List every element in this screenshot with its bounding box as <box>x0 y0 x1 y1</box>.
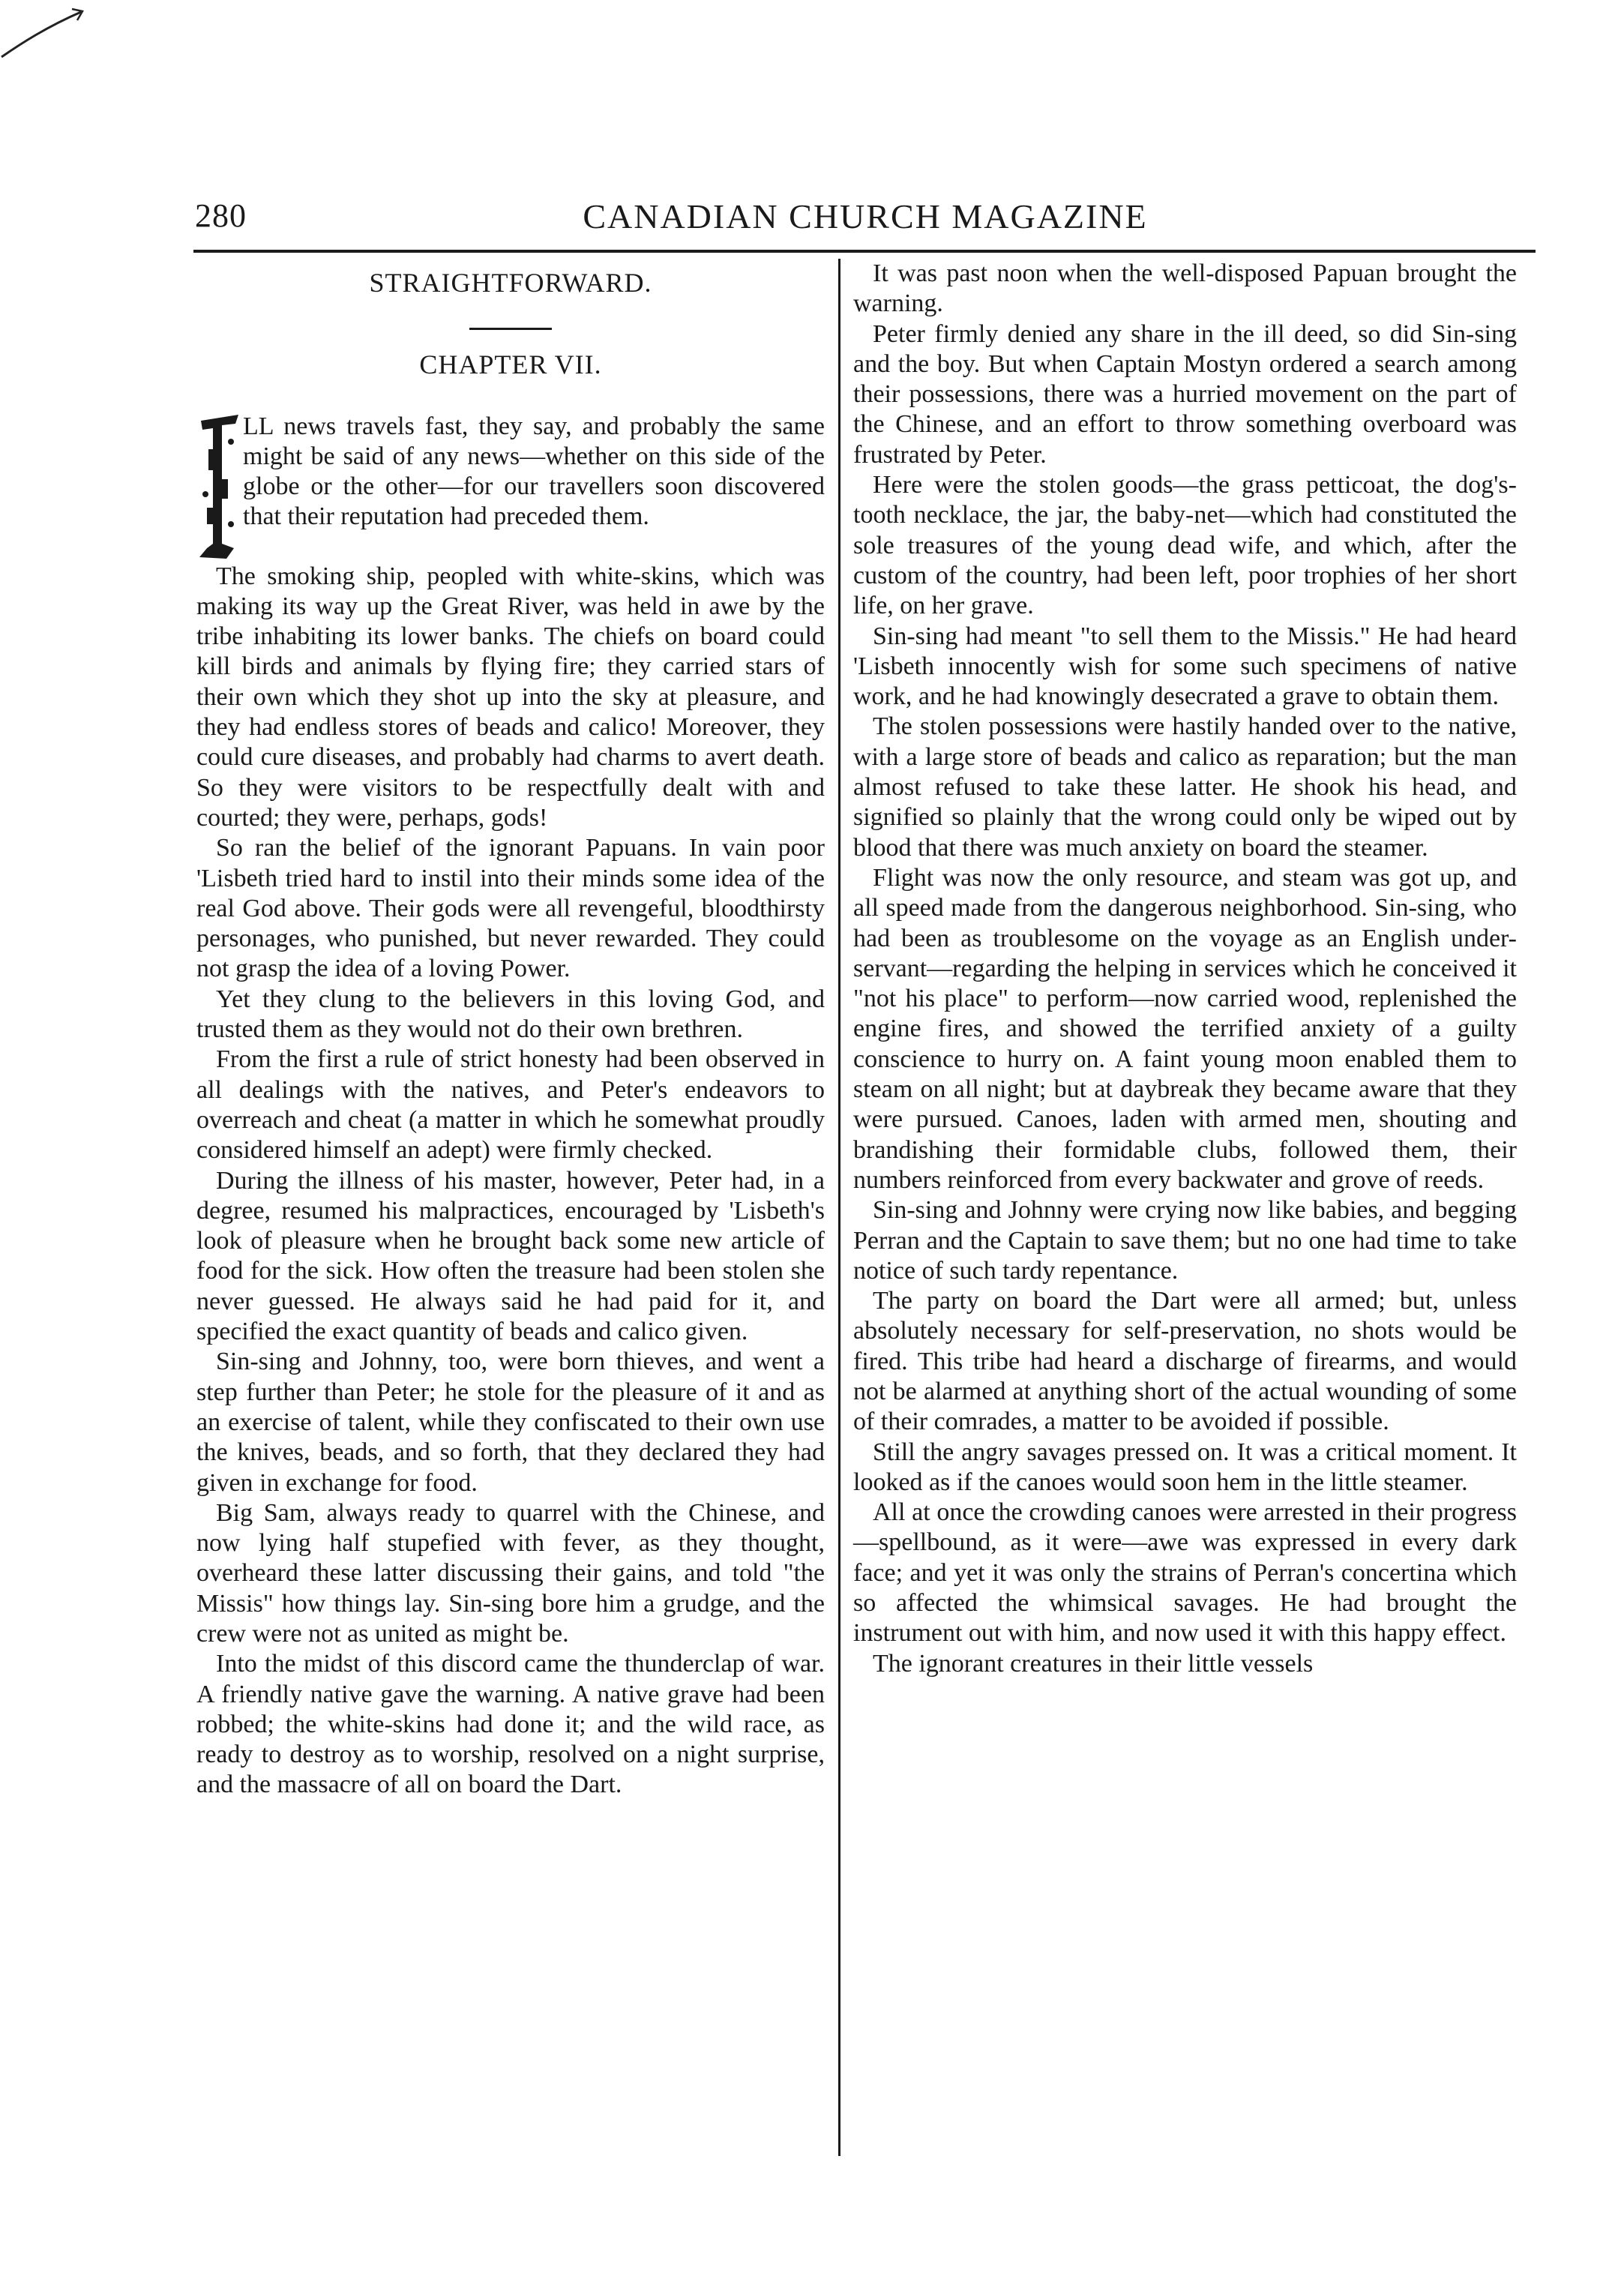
chapter-heading: CHAPTER VII. <box>419 349 602 380</box>
header-rule <box>193 250 1536 253</box>
paragraph: It was past noon when the well-disposed Papuan brought the warning. <box>853 259 1517 318</box>
paragraph: Flight was now the only resource, and steam was got up, and all speed made from the dangerous neighborhood. Sin-sing, who had been as troublesome on the voyage as an English under-servant—regarding the helping in services which he conceived it "not his place" to perform—now carried wood, replenished the engine fires, and showed the terrified anxiety of a guilty conscience to hurry on. A faint young moon enabled them to steam on all night; but at daybreak they became aware that they were pursued. Canoes, laden with armed men, shouting and brandishing their formidable clubs, followed them, their numbers reinforced from every backwater and grove of reeds. <box>853 863 1517 1194</box>
page-header <box>195 196 1536 249</box>
left-column <box>196 259 825 1801</box>
paragraph: Sin-sing had meant "to sell them to the Missis." He had heard 'Lisbeth innocently wish for some such specimens of native work, and he had knowingly desecrated a grave to obtain them. <box>853 622 1517 711</box>
paragraph: Big Sam, always ready to quarrel with the Chinese, and now lying half stupefied with fever, as they thought, overheard these latter discussing their gains, and told "the Missis" how things lay. Sin-sing bore him a grudge, and the crew were not as united as might be. <box>196 1498 825 1648</box>
paragraph: Sin-sing and Johnny, too, were born thieves, and went a step further than Peter; he stole for the pleasure of it and as an exercise of talent, while they confiscated to their own use the knives, beads, and so forth, that they declared they had given in exchange for food. <box>196 1348 825 1497</box>
column-divider <box>838 259 840 2156</box>
pencil-stroke-mark <box>0 0 105 67</box>
right-column <box>853 259 1517 1679</box>
paragraph: Sin-sing and Johnny were crying now like babies, and begging Perran and the Captain to save them; but no one had time to take notice of such tardy repentance. <box>853 1196 1517 1285</box>
opening-paragraph <box>196 412 825 562</box>
paragraph: So ran the belief of the ignorant Papuans. In vain poor 'Lisbeth tried hard to instil into their minds some idea of the real God above. Their gods were all revengeful, bloodthirsty personages, who punished, but never rewarded. They could not grasp the idea of a loving Power. <box>196 834 825 983</box>
title-rule <box>469 328 552 330</box>
ornamental-drop-cap <box>196 412 243 562</box>
paragraph: Into the midst of this discord came the thunderclap of war. A friendly native gave the warning. A native grave had been robbed; the white-skins had done it; and the wild race, as ready to destroy as to worship, resolved on a night surprise, and the massacre of all on board the Dart. <box>196 1650 825 1799</box>
paragraph: Still the angry savages pressed on. It was a critical moment. It looked as if the canoes would soon hem in the little steamer. <box>853 1438 1517 1496</box>
running-title: CANADIAN CHURCH MAGAZINE <box>583 197 1148 235</box>
paragraph: The party on board the Dart were all armed; but, unless absolutely necessary for self-preservation, no shots would be fired. This tribe had heard a discharge of firearms, and would not be alarmed at anything short of the actual wounding of some of their comrades, a matter to be avoided if possible. <box>853 1287 1517 1436</box>
paragraph: The smoking ship, peopled with white-skins, which was making its way up the Great River, was held in awe by the tribe inhabiting its lower banks. The chiefs on board could kill birds and animals by flying fire; they carried stars of their own which they shot up into the sky at pleasure, and they had endless stores of beads and calico! Moreover, they could cure diseases, and probably had charms to avert death. So they were visitors to be respectfully dealt with and courted; they were, perhaps, gods! <box>196 562 825 832</box>
drop-cap-ornament-icon <box>196 412 243 562</box>
paragraph: Peter firmly denied any share in the ill deed, so did Sin-sing and the boy. But when Captain Mostyn ordered a search among their possessions, there was a hurried movement on the part of the Chinese, and an effort to throw something overboard was frustrated by Peter. <box>853 319 1517 469</box>
paragraph: The stolen possessions were hastily handed over to the native, with a large store of beads and calico as reparation; but the man almost refused to take these latter. He shook his head, and signified so plainly that the wrong could only be wiped out by blood that there was much anxiety on board the steamer. <box>853 712 1517 862</box>
opening-lines: LL news travels fast, they say, and probably the same might be said of any news—whether on this side of the globe or the other—for our travellers soon discovered that their reputation had preceded them. <box>243 412 825 531</box>
paragraph: Here were the stolen goods—the grass petticoat, the dog's-tooth necklace, the jar, the baby-net—which had constituted the sole treasures of the young dead wife, and which, after the custom of the country, had been left, poor trophies of her short life, on her grave. <box>853 471 1517 620</box>
paragraph: During the illness of his master, however, Peter had, in a degree, resumed his malpractices, encouraged by 'Lisbeth's look of pleasure when he brought back some new article of food for the sick. How often the treasure had been stolen she never guessed. He always said he had paid for it, and specified the exact quantity of beads and calico given. <box>196 1166 825 1346</box>
paragraph: All at once the crowding canoes were arrested in their progress—spellbound, as it were—awe was expressed in every dark face; and yet it was only the strains of Perran's concertina which so affected the whimsical savages. He had brought the instrument out with him, and now used it with this happy effect. <box>853 1498 1517 1648</box>
article-title: STRAIGHTFORWARD. <box>369 268 652 298</box>
paragraph: Yet they clung to the believers in this loving God, and trusted them as they would not do their own brethren. <box>196 985 825 1044</box>
paragraph: From the first a rule of strict honesty had been observed in all dealings with the natives, and Peter's endeavors to overreach and cheat (a matter in which he somewhat proudly considered himself an adept) were firmly checked. <box>196 1045 825 1165</box>
paragraph: The ignorant creatures in their little vessels <box>873 1649 1314 1678</box>
page-number: 280 <box>195 197 247 234</box>
